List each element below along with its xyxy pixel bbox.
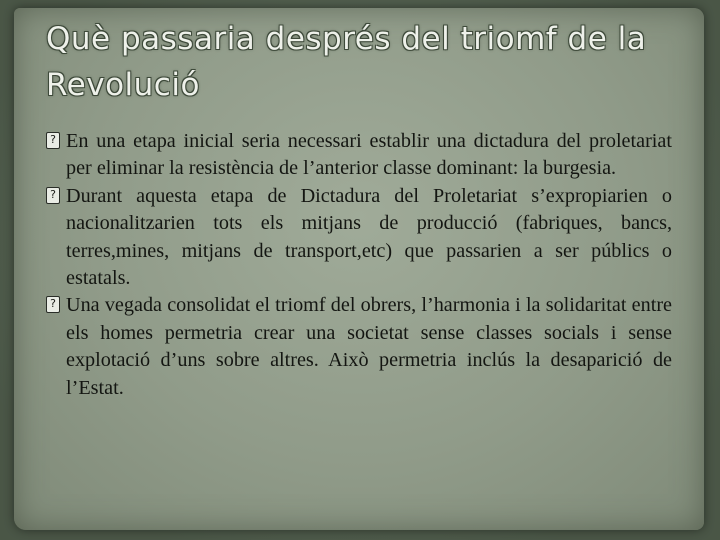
- bullet-1-text-a: En una etapa inicial seria necessari establir una: [66, 130, 474, 152]
- bullet-item-1: [46, 128, 672, 183]
- bullet-3-text: Una vegada consolidat el triomf del obrers, l’harmonia i la solidaritat entre els homes permetria crear una societat sense classes socials i sense explotació d’uns sobre altres. Això permetria inclús la desaparició de l’Estat.: [66, 294, 672, 399]
- bullet-list: [46, 128, 672, 402]
- missing-glyph-icon: [46, 296, 60, 313]
- bullet-1-text-b: per eliminar la resistència de l’anterior classe dominant: la burgesia.: [66, 157, 617, 180]
- bullet-item-2: [46, 183, 672, 293]
- missing-glyph-icon: [46, 132, 60, 149]
- bullet-2-text: Durant aquesta etapa de Dictadura del Proletariat s’expropiarien o nacionalitzarien tots els mitjans de producció (fabriques, bancs, terres,mines, mitjans de transport,etc) que passarien a ser públics o estatals.: [66, 184, 672, 290]
- slide-title: Què passaria després del triomf de la Revolució: [46, 21, 647, 103]
- missing-glyph-icon: [46, 187, 60, 204]
- bullet-item-3: [46, 292, 672, 402]
- bullet-1-term-link: dictadura del proletariat: [473, 130, 672, 152]
